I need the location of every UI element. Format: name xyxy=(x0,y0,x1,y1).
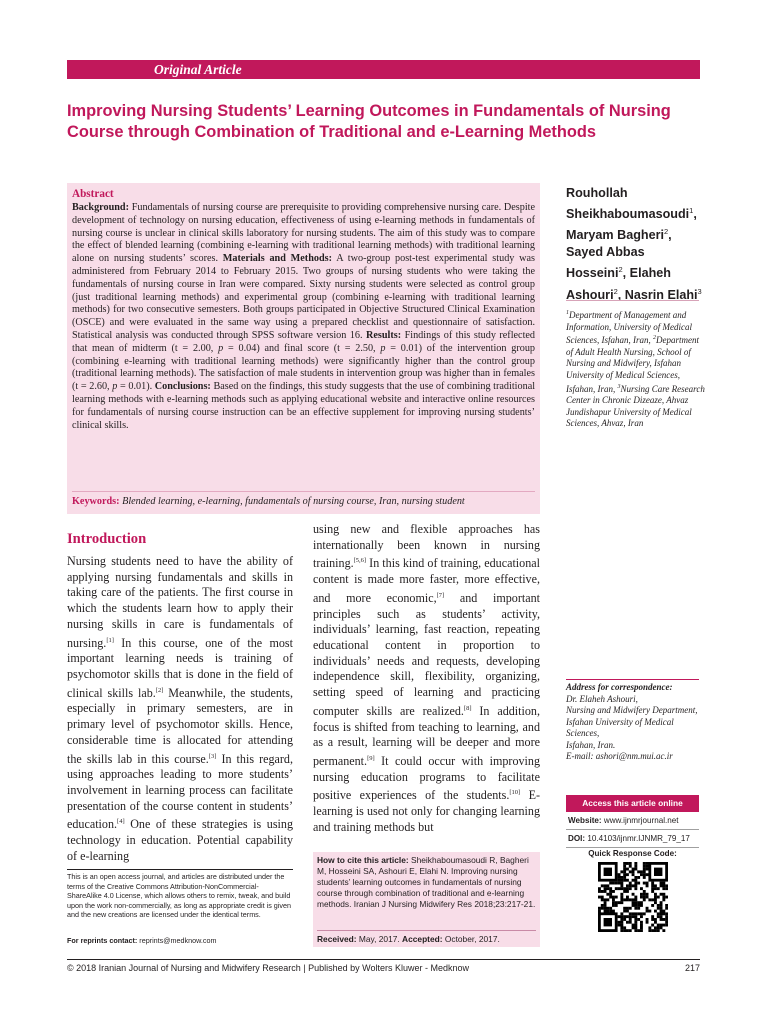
citation-ref[interactable]: [9] xyxy=(367,754,375,762)
citation-ref[interactable]: [8] xyxy=(463,704,472,712)
correspondence-divider xyxy=(566,679,699,680)
accepted-date: October, 2017. xyxy=(444,934,500,944)
results-p-2: p xyxy=(380,342,386,354)
author-sup: 1 xyxy=(689,206,694,215)
body-text: using new and flexible approaches has internationally been known in nursing training. xyxy=(313,522,540,571)
keywords-text: Blended learning, e-learning, fundamentals of nursing course, Iran, nursing student xyxy=(122,496,465,507)
citation-text xyxy=(317,855,536,910)
body-text: In addition, focus is shifted from teaching to learning, and as a result, learning will be deeper and more permanent. xyxy=(313,703,540,768)
abstract-heading: Abstract xyxy=(72,188,114,200)
author-list: Rouhollah Sheikhaboumasoudi$^1$, Maryam Bagheri$^2$, Sayed Abbas Hosseini$^2$, Elaheh Ashouri$^2$, Nasrin Elahi$^3$ xyxy=(566,186,702,302)
author-name: Sayed Abbas Hosseini xyxy=(566,245,645,281)
website-label: Website: xyxy=(568,816,602,825)
conclusions-text: Based on the findings, this study suggests that the use of combining traditional learning methods with e-learning methods such as applying educational website and interactive online resources for fundamentals of nursing course instruction can be an effective supplement for improving nursing students’ clinical skills. xyxy=(72,381,536,431)
body-text: Meanwhile, the students, especially in primary semesters, are in primary level of psychomotor skills. Hence, considerable time is allocated for attending the skills lab in this course. xyxy=(67,685,294,766)
page-number: 217 xyxy=(684,963,700,973)
body-text: In this regard, using approaches leading to more students’ involvement in learning process can facilitate presentation of the course content in students’ education. xyxy=(67,751,293,832)
author-name: Maryam Bagheri xyxy=(566,228,664,243)
body-text: One of these strategies is using technology in education. Potential capability of e-learning xyxy=(67,817,293,863)
affil-text: Department of Management and Information, University of Medical Sciences, Isfahan, Iran, xyxy=(566,310,692,346)
footer-text: © 2018 Iranian Journal of Nursing and Midwifery Research | Published by Wolters Kluwer - Medknow xyxy=(67,963,469,973)
website-link[interactable]: www.ijnmrjournal.net xyxy=(603,816,679,825)
correspondence-line: Nursing and Midwifery Department, Isfahan University of Medical Sciences, xyxy=(566,705,698,738)
author-name: Elaheh Ashouri xyxy=(566,266,671,302)
affil-text: Department of Adult Health Nursing, School of Nursing and Midwifery, Isfahan University of Medical Sciences, Isfahan, Iran, xyxy=(566,335,699,394)
affiliations xyxy=(566,308,706,430)
citation-ref[interactable]: [5,6] xyxy=(353,557,367,565)
citation-ref[interactable]: [3] xyxy=(208,752,217,760)
citation-box xyxy=(313,852,540,947)
results-p-3: p xyxy=(112,381,118,393)
affil-sup: 3 xyxy=(617,383,621,390)
article-type-banner xyxy=(67,60,700,79)
correspondence-heading: Address for correspondence: xyxy=(566,682,673,692)
abstract-box xyxy=(67,183,540,514)
author-sup: 3 xyxy=(697,286,702,296)
affil-sup: 2 xyxy=(652,335,656,342)
background-label: Background: xyxy=(72,202,129,213)
keywords-label: Keywords: xyxy=(72,496,120,507)
doi-link[interactable]: 10.4103/ijnmr.IJNMR_79_17 xyxy=(587,834,690,843)
citation-body: Sheikhaboumasoudi R, Bagheri M, Hosseini SA, Ashouri E, Elahi N. Improving nursing students’ learning outcomes in fundamentals of nursing course through combination of traditional and e-learning methods. Iranian J Nursing Midwifery Res 2018;23:217-21. xyxy=(317,855,536,909)
author-sup: 2 xyxy=(613,286,618,296)
correspondence-email[interactable]: E-mail: ashori@nm.mui.ac.ir xyxy=(566,751,673,761)
article-title: Improving Nursing Students’ Learning Outcomes in Fundamentals of Nursing Course through Combination of Traditional and e-Learning Methods xyxy=(67,102,671,141)
correspondence-line: Isfahan, Iran. xyxy=(566,739,616,750)
access-title: Access this article online xyxy=(566,795,699,812)
citation-ref[interactable]: [10] xyxy=(509,789,521,797)
body-text: E-learning is used not only for changing learning and training methods but xyxy=(313,788,540,834)
methods-label: Materials and Methods: xyxy=(222,253,332,265)
author-name: Nasrin Elahi xyxy=(624,287,698,302)
body-text: Nursing students need to have the ability of applying nursing fundamentals and skills in taking care of the patients. The first course in which the students learn how to apply their nursing skills in care is fundamentals of nursing. xyxy=(67,554,293,650)
affil-text: Nursing Care Research Center in Chronic Dizeaze, Ahvaz Jundishapur University of Medical Sciences, Ahvaz, Iran xyxy=(566,383,705,429)
website-row[interactable] xyxy=(566,812,699,830)
citation-ref[interactable]: [1] xyxy=(106,636,114,644)
introduction-heading: Introduction xyxy=(67,531,147,547)
results-text-c: = 0.01) of the intervention group (combining e-learning with traditional learning methods) were significantly higher than the control group (traditional learning methods). The satisfaction of male students in intervention group was higher than in females (t = 2.60, xyxy=(72,342,536,393)
reprints-email[interactable]: reprints@medknow.com xyxy=(139,936,217,945)
correspondence-line: Dr. Elaheh Ashouri, xyxy=(566,693,638,704)
qr-label: Quick Response Code: xyxy=(588,849,677,858)
background-text: Fundamentals of nursing course are prerequisite to providing comprehensive nursing care. Despite development of technology on nursing education, effectiveness of using e-learning methods in fundamentals of nursing course is unclear in clinical skills laboratory for nursing students. The aim of this study was to compare the effect of blended learning (combining e-learning with traditional learning methods) with traditional learning alone on nursing students’ scores. xyxy=(72,202,536,265)
footer-divider xyxy=(67,959,700,960)
correspondence xyxy=(566,682,706,763)
body-column-1 xyxy=(67,554,293,864)
body-column-2 xyxy=(313,522,540,836)
body-text: In this course, one of the most important learning needs is training of psychomotor skills that is done in the field of clinical skills lab. xyxy=(67,635,293,700)
author-sup: 2 xyxy=(664,227,669,237)
keywords xyxy=(72,491,535,508)
reprints-label: For reprints contact: xyxy=(67,936,138,945)
reprints-contact xyxy=(67,936,217,945)
access-online-box xyxy=(566,795,699,943)
abstract-text xyxy=(72,202,535,432)
results-text-d: = 0.01). xyxy=(119,381,153,393)
received-label: Received: xyxy=(317,934,357,944)
author-name: Rouhollah Sheikhaboumasoudi xyxy=(566,186,690,222)
citation-ref[interactable]: [7] xyxy=(436,591,445,599)
citation-ref[interactable]: [4] xyxy=(117,818,125,826)
author-sup: 2 xyxy=(618,265,623,275)
received-date: May, 2017. xyxy=(358,934,400,944)
license-text: This is an open access journal, and articles are distributed under the terms of the Creative Commons Attribution-NonCommercial-ShareAlike 4.0 License, which allows others to remix, tweak, and build upon the work non-commercially, as long as appropriate credit is given and the new creations are licensed under the identical terms. xyxy=(67,872,291,920)
affil-sup: 1 xyxy=(566,310,569,316)
accepted-label: Accepted: xyxy=(402,934,443,944)
qr-code-icon[interactable] xyxy=(598,862,668,932)
body-text: It could occur with improving nursing education programs to facilitate positive experiences of the students. xyxy=(313,753,540,803)
license-divider xyxy=(67,869,293,870)
affiliation-divider xyxy=(566,300,699,301)
citation-ref[interactable]: [2] xyxy=(155,686,164,694)
results-label: Results: xyxy=(366,329,402,341)
results-p-1: p xyxy=(218,342,224,354)
doi-row[interactable] xyxy=(566,830,699,848)
body-text: In this kind of training, educational content is made more faster, more effective, and more economic, xyxy=(313,556,540,605)
results-text-a: Findings of this study reflected that mean of midterm (t = 2.00, xyxy=(72,329,536,354)
article-type-label: Original Article xyxy=(154,62,242,77)
conclusions-label: Conclusions: xyxy=(154,381,211,393)
methods-text: A two-group post-test experimental study was administered from February 2014 to February 2015. Two groups of nursing students who were taking the fundamentals of nursing course in Iran were compared. Sixty nursing students were selected as control group (just traditional learning methods) and experimental group (combining e-learning with traditional learning methods) for two consecutive semesters. Both groups participated in Objective Structured Clinical Examination (OSCE) and were evaluated in the same way using a prepared checklist and questionnaire of satisfaction. Statistical analysis was conducted through SPSS software version 16. xyxy=(72,253,536,341)
dates xyxy=(317,930,536,945)
results-text-b: = 0.04) and final score (t = 2.50, xyxy=(228,342,376,354)
body-text: and important principles such as students’ activity, individuals’ learning, fast reaction, repeating educational content in proportion to individuals’ needs and requests, developing independence skill, flexibility, organizing, setting speed of learning and practicing computer skills are realized. xyxy=(313,590,540,718)
doi-label: DOI: xyxy=(568,834,586,843)
citation-label: How to cite this article: xyxy=(317,855,409,865)
